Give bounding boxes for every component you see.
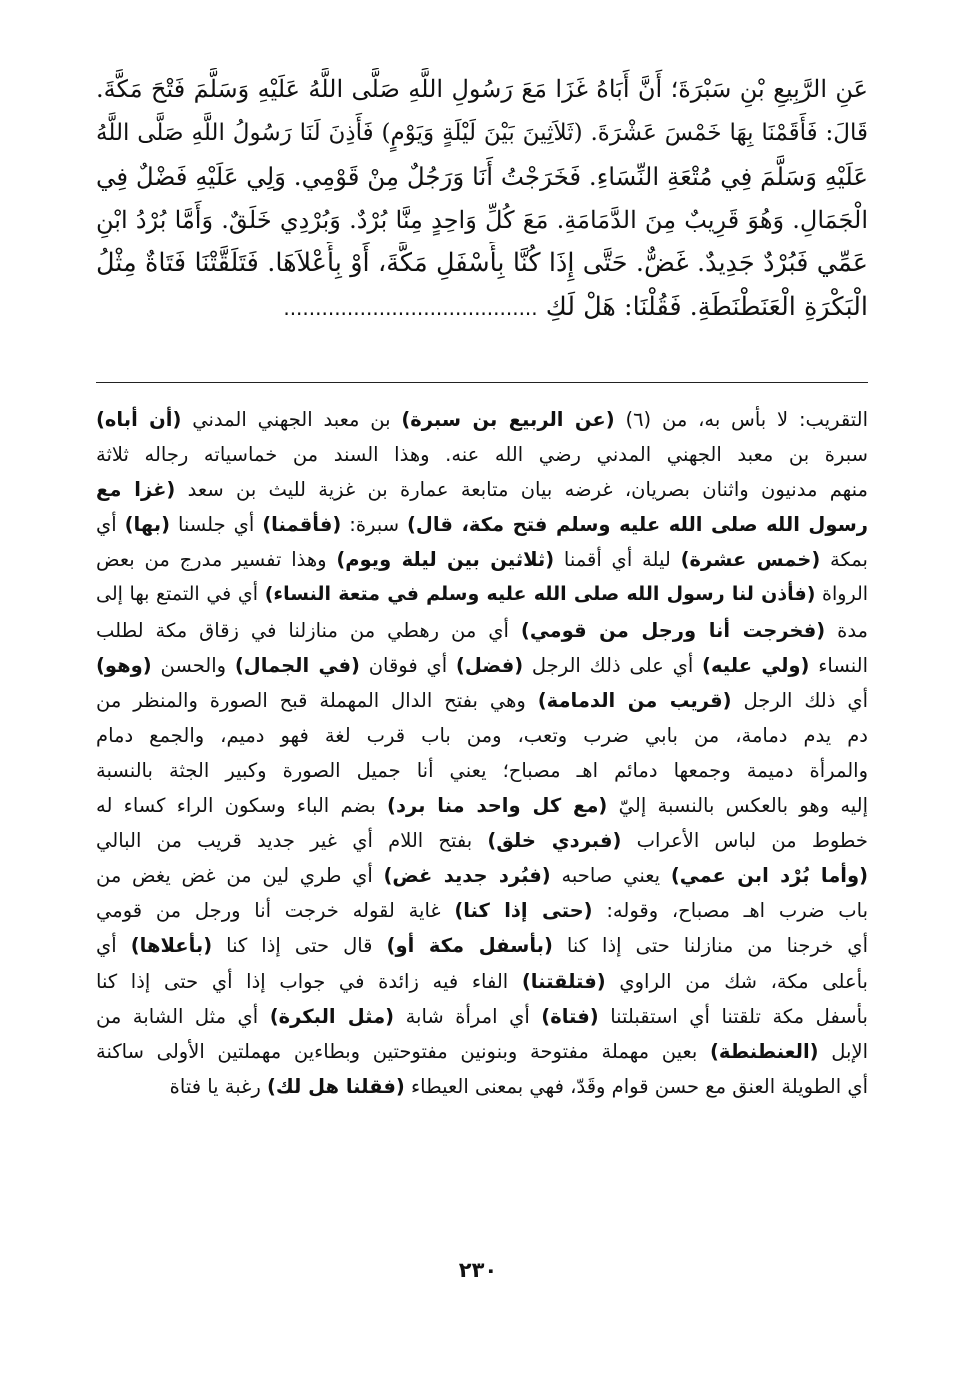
commentary-line: [96, 577, 868, 612]
commentary-text: أي من رهطي من منازلنا في زقاق مكة لطلب: [96, 618, 521, 642]
commentary-text: أي مثل الشابة من: [96, 1004, 270, 1028]
commentary-text: أي فوقان: [359, 653, 456, 677]
commentary-text: أي طري لين من غض يغض من: [96, 864, 384, 888]
commentary-text: دم يدم دمامة، من بابي ضرب وتعب، ومن باب قرب لغة فهو دميم، والجمع دمام: [96, 723, 868, 747]
quoted-phrase: (وهو): [96, 653, 152, 677]
section-divider: [96, 382, 868, 383]
commentary-text: بن معبد الجهني المدني: [181, 408, 402, 431]
commentary-text: غاية لقوله خرجت أنا ورجل من قومي: [96, 899, 455, 923]
quoted-phrase: (أن أباه): [96, 408, 182, 431]
commentary-line: [96, 402, 868, 437]
commentary-text: سبرة:: [341, 513, 407, 537]
commentary-text: منهم مدنيون واثنان بصريان، غرضه بيان متابعة عمارة بن غزية لليث بن سعد: [175, 478, 868, 502]
commentary-text: بضم الباء وسكون الراء كساء له: [96, 794, 388, 818]
quoted-phrase: (ثلاثين بين ليلة ويوم): [336, 548, 555, 572]
quoted-phrase: (بأعلاها): [130, 934, 213, 958]
commentary-text: التقريب: لا بأس به، من (٦): [614, 408, 868, 431]
commentary-text: أي في التمتع بها إلى: [96, 583, 265, 606]
quoted-phrase: (فأذن لنا رسول الله صلى الله عليه وسلم في متعة النساء): [264, 583, 816, 606]
hadith-line: قَالَ: فَأَقَمْنَا بِهَا خَمْسَ عَشْرَةَ. (ثَلاَثِينَ بَيْنَ لَيْلَةٍ وَيَوْمٍ) فَأَذِنَ لَنَا رَسُولُ اللَّهِ صَلَّى اللَّهُ: [96, 119, 868, 146]
commentary-line: [96, 928, 868, 963]
hadith-text-block: [96, 68, 868, 330]
page-number: ٢٣٠: [458, 1258, 498, 1282]
commentary-line: [96, 613, 868, 648]
commentary-text: بأعلى مكة، شك من الراوي: [605, 969, 868, 993]
quoted-phrase: (فقلنا هل لك): [266, 1074, 405, 1098]
commentary-line: [96, 507, 868, 542]
quoted-phrase: (خمس عشرة): [680, 548, 821, 572]
commentary-text: بمكة: [820, 548, 868, 572]
quoted-phrase: (قريب من الدمامة): [537, 688, 732, 712]
commentary-text: النساء: [809, 653, 868, 677]
commentary-line: [96, 788, 868, 823]
quoted-phrase: (بها): [124, 513, 170, 537]
commentary-line: [96, 718, 868, 753]
commentary-text: باب ضرب اهـ مصباح، وقوله:: [592, 899, 868, 923]
commentary-line: [96, 1069, 868, 1104]
quoted-phrase: (فبردي خلق): [487, 829, 622, 853]
commentary-text: الفاء فيه زائدة في جواب إذا أي حتى إذا كنا: [96, 969, 522, 993]
commentary-line: [96, 542, 868, 577]
hadith-line: عَلَيْهِ وَسَلَّمَ فِي مُتْعَةِ النِّسَاءِ. فَخَرَجْتُ أَنَا وَرَجُلٌ مِنْ قَوْمِي. وَلِي عَلَيْهِ فَضْلٌ فِي: [96, 162, 868, 192]
commentary-line: [96, 858, 868, 893]
quoted-phrase: (غزا مع: [96, 478, 176, 502]
commentary-text: أي على ذلك الرجل: [523, 653, 703, 677]
commentary-text: أي: [96, 513, 125, 537]
commentary-text: أي: [96, 934, 131, 958]
hadith-last-words: الْبَكْرَةِ الْعَنَطْنَطَةِ. فَقُلْنَا: هَلْ لَكِ: [545, 291, 868, 322]
hadith-line: عَنِ الرَّبِيعِ بْنِ سَبْرَةَ؛ أَنَّ أَبَاهُ غَزَا مَعَ رَسُولِ اللَّهِ صَلَّى اللَّهُ عَلَيْهِ وَسَلَّمَ فَتْحَ مَكَّةَ.: [96, 75, 868, 103]
commentary-text: الرواة: [815, 583, 868, 606]
commentary-text: أي جلسنا: [169, 513, 263, 537]
quoted-phrase: (مثل البكرة): [269, 1004, 395, 1028]
quoted-phrase: (فأقمنا): [262, 513, 342, 537]
commentary-text: رغبة يا فتاة: [169, 1074, 267, 1098]
commentary-text: والحسن: [151, 653, 235, 677]
commentary-line: [96, 437, 868, 472]
quoted-phrase: (وأما بُرْد ابن عمي): [670, 864, 868, 888]
commentary-line: [96, 648, 868, 683]
commentary-line: [96, 753, 868, 788]
commentary-text: الإبل: [818, 1039, 868, 1063]
quoted-phrase: (في الجمال): [234, 653, 360, 677]
commentary-text: أي ذلك الرجل: [731, 688, 868, 712]
commentary-text: يعني صاحبه: [550, 864, 671, 888]
quoted-phrase: (فخرجت أنا ورجل من قومي): [520, 618, 826, 642]
hadith-continuation-dots: ........................................: [283, 295, 538, 320]
commentary-line: [96, 964, 868, 999]
commentary-line: [96, 893, 868, 928]
quoted-phrase: (مع كل واحد منا برد): [387, 794, 608, 818]
quoted-phrase: (فضل): [455, 653, 524, 677]
quoted-phrase: رسول الله صلى الله عليه وسلم فتح مكة، قال): [407, 513, 868, 537]
hadith-line-last: [96, 286, 868, 330]
quoted-phrase: (عن الربيع بن سبرة): [401, 408, 615, 431]
quoted-phrase: (العنطنطة): [710, 1039, 819, 1063]
quoted-phrase: (فتاة): [541, 1004, 599, 1028]
commentary-text-block: [96, 402, 868, 1104]
commentary-line: [96, 999, 868, 1034]
commentary-text: مدة: [825, 618, 868, 642]
commentary-text: بعين مهملة مفتوحة وبنونين مفتوحتين وبطاءين مهملتين الأولى ساكنة: [96, 1039, 711, 1063]
hadith-line: عَمِّي فَبُرْدٌ جَدِيدٌ. غَضٌّ. حَتَّى إِذَا كُنَّا بِأَسْفَلِ مَكَّةَ، أَوْ بِأَعْلاَهَا. فَتَلَقَّتْنَا فَتَاةٌ مِثْلُ: [96, 248, 868, 279]
quoted-phrase: (بأسفل مكة أو): [386, 934, 553, 958]
commentary-text: خطوط من لباس الأعراب: [621, 829, 868, 853]
commentary-line: [96, 1034, 868, 1069]
commentary-text: بفتح اللام أي غير جديد قريب من البالي: [96, 829, 488, 853]
commentary-text: وهي بفتح الدال المهملة قبح الصورة والمنظر من: [96, 688, 538, 712]
commentary-line: [96, 683, 868, 718]
commentary-text: ليلة أي أقمنا: [554, 548, 681, 572]
commentary-line: [96, 472, 868, 507]
commentary-text: بأسفل مكة تلقتنا أي استقبلتنا: [598, 1004, 868, 1028]
commentary-text: أي خرجنا من منازلنا حتى إذا كنا: [552, 934, 868, 958]
commentary-text: قال حتى إذا كنا: [212, 934, 387, 958]
quoted-phrase: (حتى إذا كنا): [454, 899, 593, 923]
quoted-phrase: (فتلقتنا): [521, 969, 606, 993]
quoted-phrase: (فبُرد جديد غض): [383, 864, 551, 888]
hadith-line: الْجَمَالِ. وَهُوَ قَرِيبٌ مِنَ الدَّمَامَةِ. مَعَ كُلِّ وَاحِدٍ مِنَّا بُرْدٌ. وَبُرْدِي خَلَقٌ. وَأَمَّا بُرْدُ ابْنِ: [96, 205, 868, 234]
commentary-text: وهذا تفسير مدرج من بعض: [96, 548, 337, 572]
commentary-text: أي امرأة شابة: [394, 1004, 542, 1028]
quoted-phrase: (ولي عليه): [702, 653, 810, 677]
commentary-line: [96, 823, 868, 858]
commentary-text: أي الطويلة العنق مع حسن قوام وقَدّ، فهي بمعنى العيطاء: [404, 1074, 868, 1098]
commentary-text: والمرأة دميمة وجمعها دمائم اهـ مصباح؛ يعني أنا جميل الصورة وكبير الجثة بالنسبة: [96, 758, 868, 782]
commentary-text: إليه وهو بالعكس بالنسبة إليّ: [607, 794, 868, 818]
commentary-text: سبرة بن معبد الجهني المدني رضي الله عنه. وهذا السند من خماسياته رجاله ثلاثة: [96, 443, 868, 467]
